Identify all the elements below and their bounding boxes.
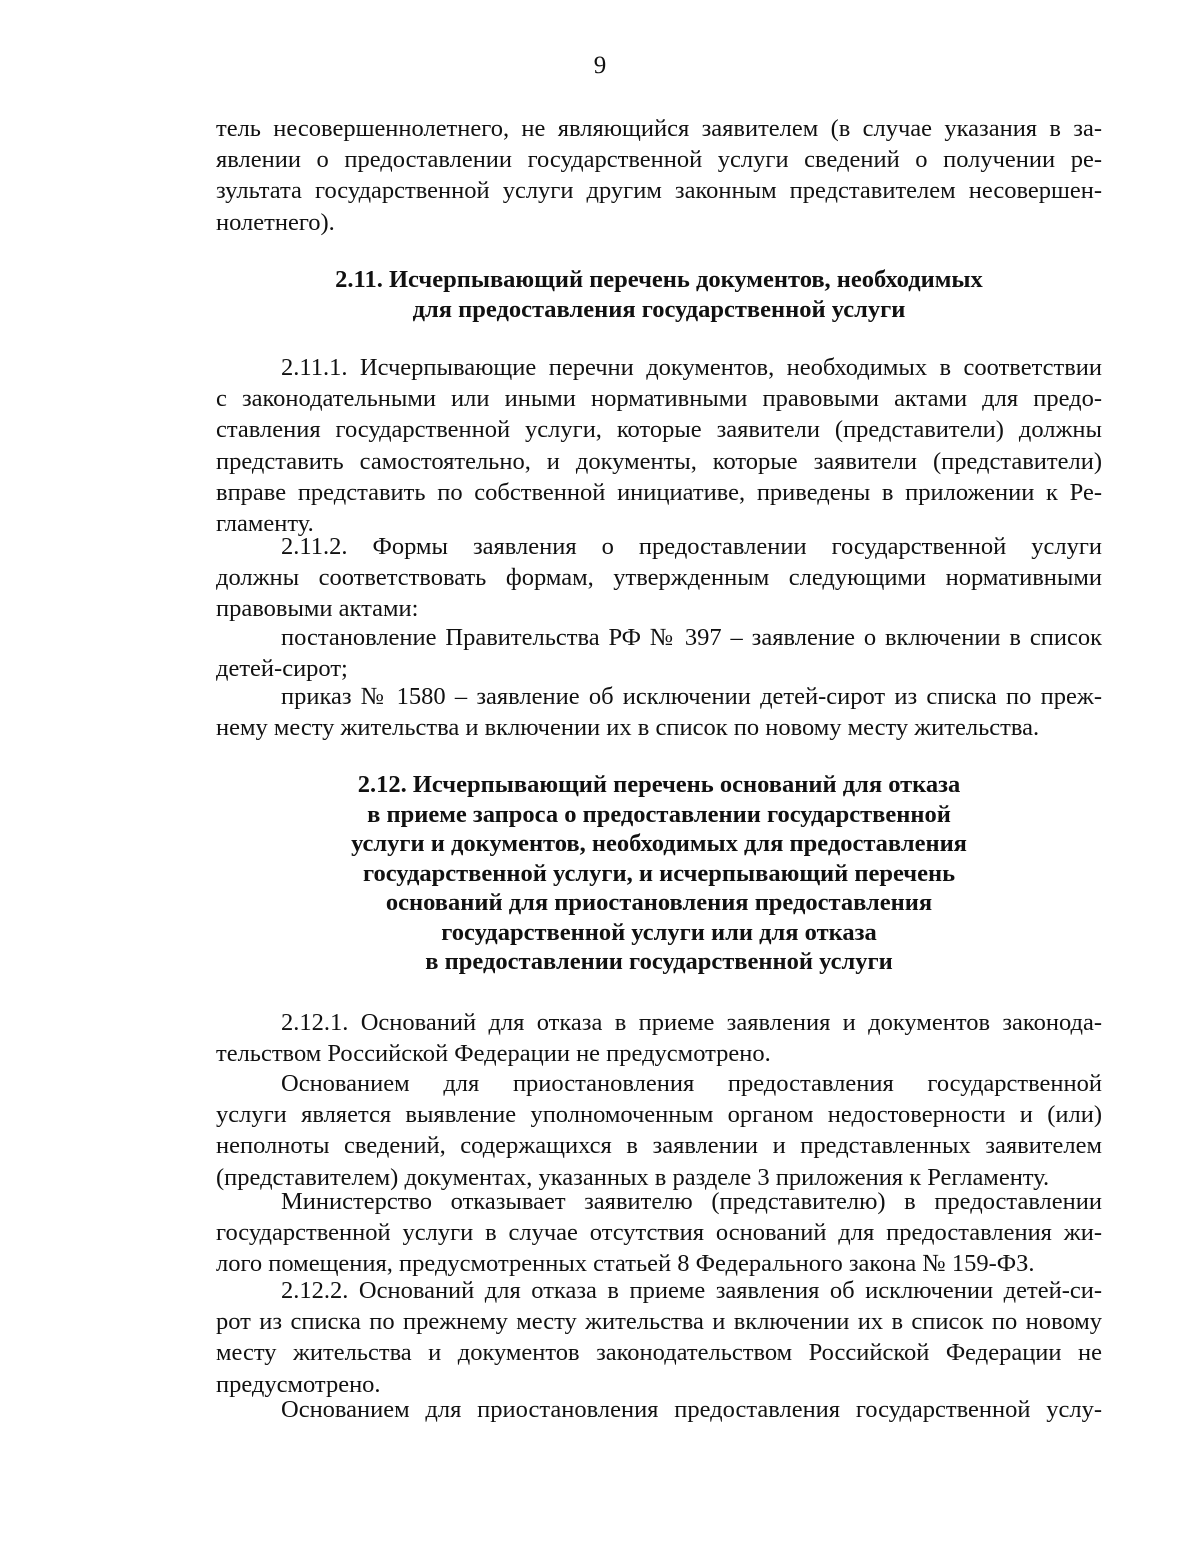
heading-line: для предоставления государственной услуги bbox=[412, 295, 906, 323]
text-line: 2.12.2. Оснований для отказа в приеме заявления об исключении детей-си- bbox=[281, 1277, 1102, 1304]
text-line: рот из списка по прежнему месту жительства и включении их в список по новому bbox=[216, 1308, 1102, 1336]
text-line: постановление Правительства РФ № 397 – заявление о включении в список bbox=[281, 624, 1102, 651]
text-line: ставления государственной услуги, которые заявители (представители) должны bbox=[216, 416, 1102, 444]
text-line: вправе представить по собственной инициативе, приведены в приложении к Ре- bbox=[216, 478, 1102, 506]
heading-line: в предоставлении государственной услуги bbox=[425, 948, 893, 975]
paragraph-order-1580 bbox=[216, 681, 1102, 743]
text-line: 2.12.1. Оснований для отказа в приеме заявления и документов законода- bbox=[281, 1009, 1102, 1036]
text-line: услуги является выявление уполномоченным органом недостоверности и (или) bbox=[216, 1101, 1102, 1129]
intro-paragraph bbox=[216, 113, 1102, 238]
text-line: (представителем) документах, указанных в разделе 3 приложения к Регламенту. bbox=[216, 1163, 1050, 1191]
text-line: явлении о предоставлении государственной услуги сведений о получении ре- bbox=[216, 146, 1102, 174]
heading-line: 2.11. Исчерпывающий перечень документов, необходимых bbox=[335, 266, 983, 293]
text-line: государственной услуги в случае отсутствия оснований для предоставления жи- bbox=[216, 1219, 1102, 1247]
text-line: 2.11.2. Формы заявления о предоставлении государственной услуги bbox=[281, 533, 1102, 560]
text-line: нолетнего). bbox=[216, 208, 335, 236]
text-line: тель несовершеннолетнего, не являющийся заявителем (в случае указания в за- bbox=[216, 115, 1102, 142]
paragraph-ministry-refusal bbox=[216, 1186, 1102, 1280]
text-line: Министерство отказывает заявителю (представителю) в предоставлении bbox=[281, 1188, 1102, 1215]
paragraph-2-12-1 bbox=[216, 1007, 1102, 1069]
paragraph-2-12-2 bbox=[216, 1275, 1102, 1400]
text-line: детей-сирот; bbox=[216, 655, 348, 683]
text-line: приказ № 1580 – заявление об исключении детей-сирот из списка по преж- bbox=[281, 683, 1102, 710]
paragraph-2-11-2 bbox=[216, 531, 1102, 625]
text-line: представить самостоятельно, и документы, которые заявители (представители) bbox=[216, 447, 1102, 475]
section-heading-2-12 bbox=[216, 770, 1102, 977]
paragraph-suspension-continued bbox=[216, 1394, 1102, 1425]
heading-line: оснований для приостановления предоставления bbox=[385, 889, 933, 916]
heading-line: 2.12. Исчерпывающий перечень оснований для отказа bbox=[357, 771, 961, 798]
heading-line: услуги и документов, необходимых для предоставления bbox=[351, 830, 967, 857]
text-line: зультата государственной услуги другим законным представителем несовершен- bbox=[216, 177, 1102, 205]
paragraph-2-11-1 bbox=[216, 352, 1102, 539]
text-line: неполноты сведений, содержащихся в заявлении и представленных заявителем bbox=[216, 1132, 1102, 1160]
heading-line: в приеме запроса о предоставлении государственной bbox=[367, 800, 951, 828]
text-line: правовыми актами: bbox=[216, 595, 419, 623]
heading-line: государственной услуги, и исчерпывающий перечень bbox=[362, 859, 956, 887]
text-line: предусмотрено. bbox=[216, 1370, 381, 1398]
paragraph-resolution-397 bbox=[216, 622, 1102, 684]
text-line: гламенту. bbox=[216, 510, 314, 538]
text-line: месту жительства и документов законодательством Российской Федерации не bbox=[216, 1339, 1102, 1367]
text-line: с законодательными или иными нормативными правовыми актами для предо- bbox=[216, 385, 1102, 413]
text-line: Основанием для приостановления предоставления государственной услу- bbox=[281, 1396, 1102, 1423]
section-heading-2-11 bbox=[216, 265, 1102, 324]
text-line: 2.11.1. Исчерпывающие перечни документов, необходимых в соответствии bbox=[281, 354, 1102, 381]
text-line: нему месту жительства и включении их в список по новому месту жительства. bbox=[216, 714, 1040, 742]
text-line: лого помещения, предусмотренных статьей 8 Федерального закона № 159-ФЗ. bbox=[216, 1250, 1035, 1278]
heading-line: государственной услуги или для отказа bbox=[441, 918, 877, 946]
text-line: Основанием для приостановления предоставления государственной bbox=[281, 1070, 1102, 1097]
text-line: должны соответствовать формам, утвержденным следующими нормативными bbox=[216, 564, 1102, 592]
text-line: тельством Российской Федерации не предусмотрено. bbox=[216, 1040, 771, 1068]
page-number: 9 bbox=[593, 52, 607, 79]
paragraph-suspension-grounds bbox=[216, 1068, 1102, 1193]
